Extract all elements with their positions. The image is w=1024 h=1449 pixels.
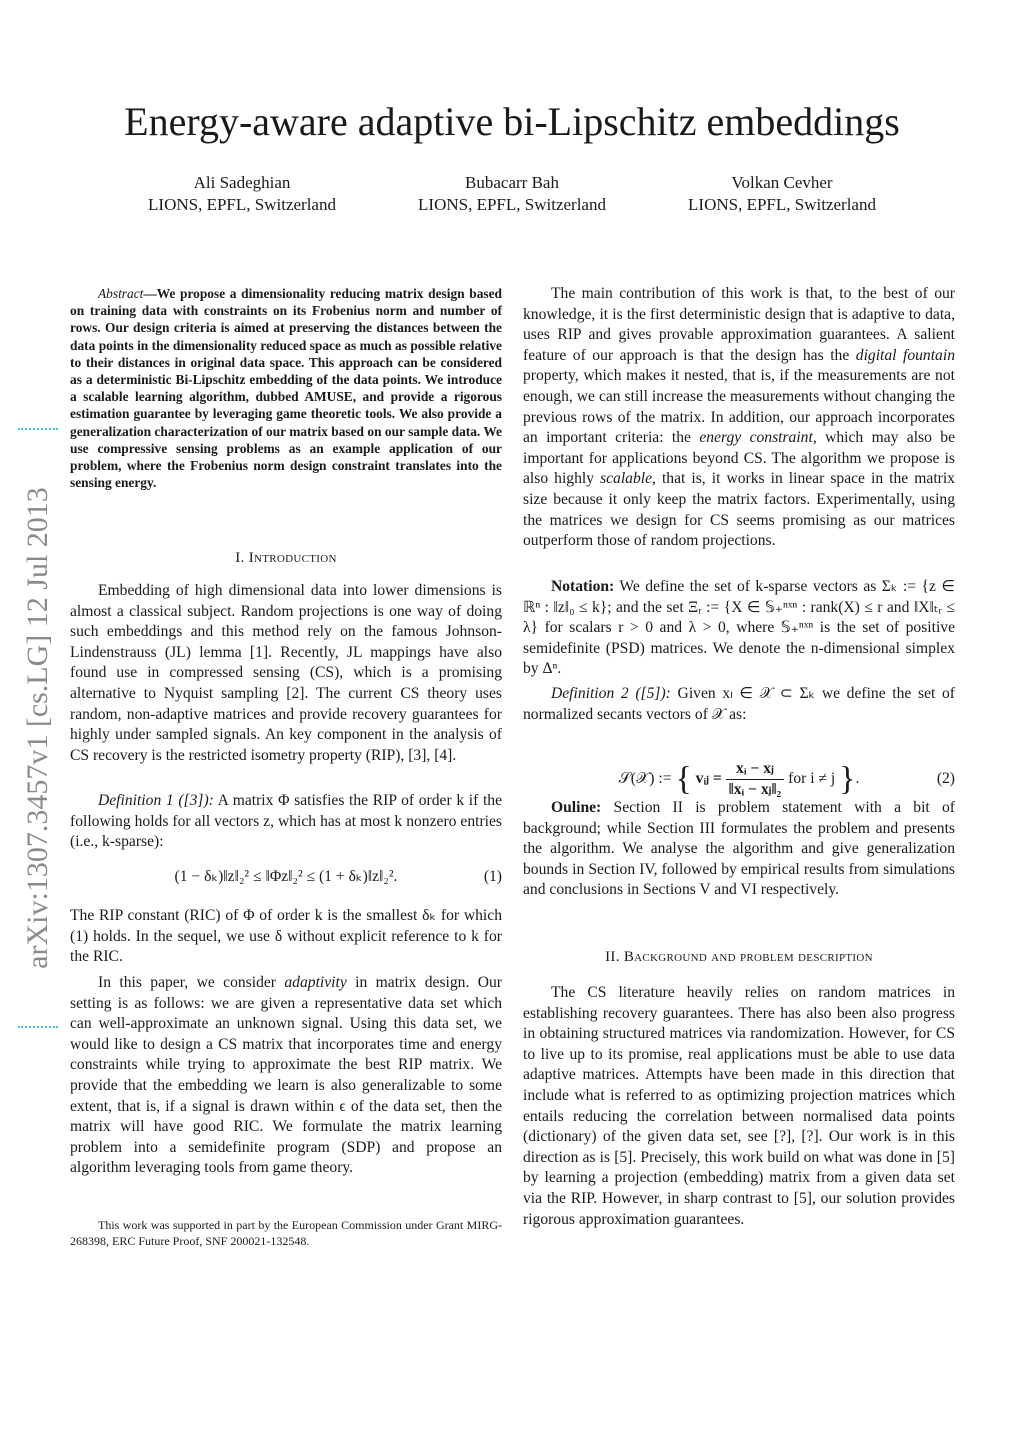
section-heading: I. Introduction xyxy=(235,550,337,566)
author-block xyxy=(102,172,382,216)
definition-2: Definition 2 ([5]): Given xₗ ∈ 𝒳 ⊂ Σₖ we define the set of normalized secants vectors of 𝒳 as: xyxy=(523,685,955,723)
arxiv-stamp: arXiv:1307.3457v1 [cs.LG] 12 Jul 2013 xyxy=(18,428,58,1028)
author-block xyxy=(642,172,922,216)
paper-title: Energy-aware adaptive bi-Lipschitz embeddings xyxy=(124,99,900,144)
fraction: $\frac{\text{xᵢ − xⱼ}}{\text{‖xᵢ − xⱼ‖₂}}$ xyxy=(726,759,785,800)
author-affiliation: LIONS, EPFL, Switzerland xyxy=(418,195,606,214)
abstract-label: Abstract xyxy=(98,286,144,301)
author-name: Volkan Cevher xyxy=(731,173,833,192)
equation-2: 𝒮(𝒳) := { vᵢⱼ = $\frac{\text{xᵢ − xⱼ}}{\text{‖xᵢ − xⱼ‖₂}}$ for i ≠ j }. (2) xyxy=(523,754,955,804)
definition-1: Definition 1 ([3]): A matrix Φ satisfies the RIP of order k if the following holds for all vectors z, which has at most k nonzero entries (i.e., k-sparse): xyxy=(70,792,503,851)
adaptivity-paragraph: In this paper, we consider adaptivity in matrix design. Our setting is as follows: we are given a representative data set which can well-approximate an unknown signal. Using this data set, we would like to design a CS matrix that incorporates time and energy constraints while trying to approximate the best RIP matrix. We provide that the embedding we learn is also generalizable to some extent, that is, if a signal is drawn within ϵ of the data set, then the matrix will have good RIC. We formulate the matrix learning problem into a semidefinite program (SDP) and propose an algorithm leveraging tools from game theory. xyxy=(70,974,502,1177)
author-name: Ali Sadeghian xyxy=(193,173,291,192)
background-paragraph: The CS literature heavily relies on random matrices in establishing recovery guarantees. There has also been also progress in obtaining structured matrices via randomization. However, for CS to live up to its promise, real applications must be able to use data adaptive matrices. Attempts have been made in this direction that include what is referred to as optimizing projection matrices which entails reducing the correlation between normalised data points (dictionary) of the given data set, see [?], [?]. Our work is in this direction as is [5]. Precisely, this work build on what was done in [5] by learning a projection (embedding) matrix from a given data set via the RIP. However, in sharp contrast to [5], our solution provides rigorous approximation guarantees. xyxy=(523,984,955,1228)
abstract-text: —We propose a dimensionality reducing matrix design based on training data with constraints on its Frobenius norm and number of rows. Our design criteria is aimed at preserving the distances between the data points in the dimensionality reduced space as much as possible relative to their distances in original data space. This approach can be considered as a deterministic Bi-Lipschitz embedding of the data points. We introduce a scalable learning algorithm, dubbed AMUSE, and provide a rigorous estimation guarantee by leveraging game theoretic tools. We also provide a generalization characterization of our matrix based on our sample data. We use compressive sensing problems as an example application of our problem, where the Frobenius norm design constraint translates into the sensing energy. xyxy=(70,286,502,491)
notation-paragraph: Notation: We define the set of k-sparse vectors as Σₖ := {z ∈ ℝⁿ : ‖z‖₀ ≤ k}; and the set Ξᵣ := {X ∈ 𝕊₊ⁿˣⁿ : rank(X) ≤ r and ‖X‖ₜᵣ ≤ λ} for scalars r > 0 and λ > 0, where 𝕊₊ⁿˣⁿ is the set of positive semidefinite (PSD) matrices. We denote the n-dimensional simplex by Δⁿ. xyxy=(523,578,955,678)
ric-paragraph: The RIP constant (RIC) of Φ of order k is the smallest δₖ for which (1) holds. In the sequel, we use δ without explicit reference to k for the RIC. xyxy=(70,907,502,966)
author-block xyxy=(372,172,652,216)
author-affiliation: LIONS, EPFL, Switzerland xyxy=(148,195,336,214)
contribution-paragraph: The main contribution of this work is that, to the best of our knowledge, it is the first deterministic design that is adaptive to data, uses RIP and gives provable approximation guarantees. A salient feature of our approach is that the design has the digital fountain property, which makes it nested, that is, if the measurements are not enough, we can still increase the measurements without changing the previous rows of the matrix. In addition, our approach incorporates an important criteria: the energy constraint, which may also be important for applications beyond CS. The algorithm we propose is also highly scalable, that is, it works in linear space in the matrix size because it only keep the matrix factors. Experimentally, using the matrices we design for CS seems promising as our matrices outperform those of random projections. xyxy=(523,285,955,550)
equation-number: (1) xyxy=(483,868,502,885)
equation-number: (2) xyxy=(936,769,955,787)
section-heading: II. Background and problem description xyxy=(605,949,873,965)
author-affiliation: LIONS, EPFL, Switzerland xyxy=(688,195,876,214)
author-name: Bubacarr Bah xyxy=(465,173,559,192)
footnote: This work was supported in part by the European Commission under Grant MIRG-268398, ERC Future Proof, SNF 200021-132548. xyxy=(70,1218,502,1248)
intro-paragraph: Embedding of high dimensional data into lower dimensions is almost a classical subject. Random projections is one way of doing such embeddings and this method rely on the famous Johnson-Lindenstrauss (JL) lemma [1]. Recently, JL mappings have also found use in compressed sensing (CS), which is a promising alternative to Nyquist sampling [2]. The current CS theory uses random, non-adaptive matrices and provide recovery guarantees for highly under sampled signals. An key component in the analysis of CS recovery is the restricted isometry property (RIP), [3], [4]. xyxy=(70,582,502,764)
outline-paragraph: Ouline: Section II is problem statement with a bit of background; while Section III formulates the problem and presents the algorithm. We analyse the algorithm and give generalization bounds in Section IV, followed by empirical results from simulations and conclusions in Sections V and VI respectively. xyxy=(523,799,955,899)
abstract xyxy=(70,285,502,491)
equation-1: (1 − δₖ)‖z‖₂² ≤ ‖Φz‖₂² ≤ (1 + δₖ)‖z‖₂². (1) xyxy=(70,867,502,888)
